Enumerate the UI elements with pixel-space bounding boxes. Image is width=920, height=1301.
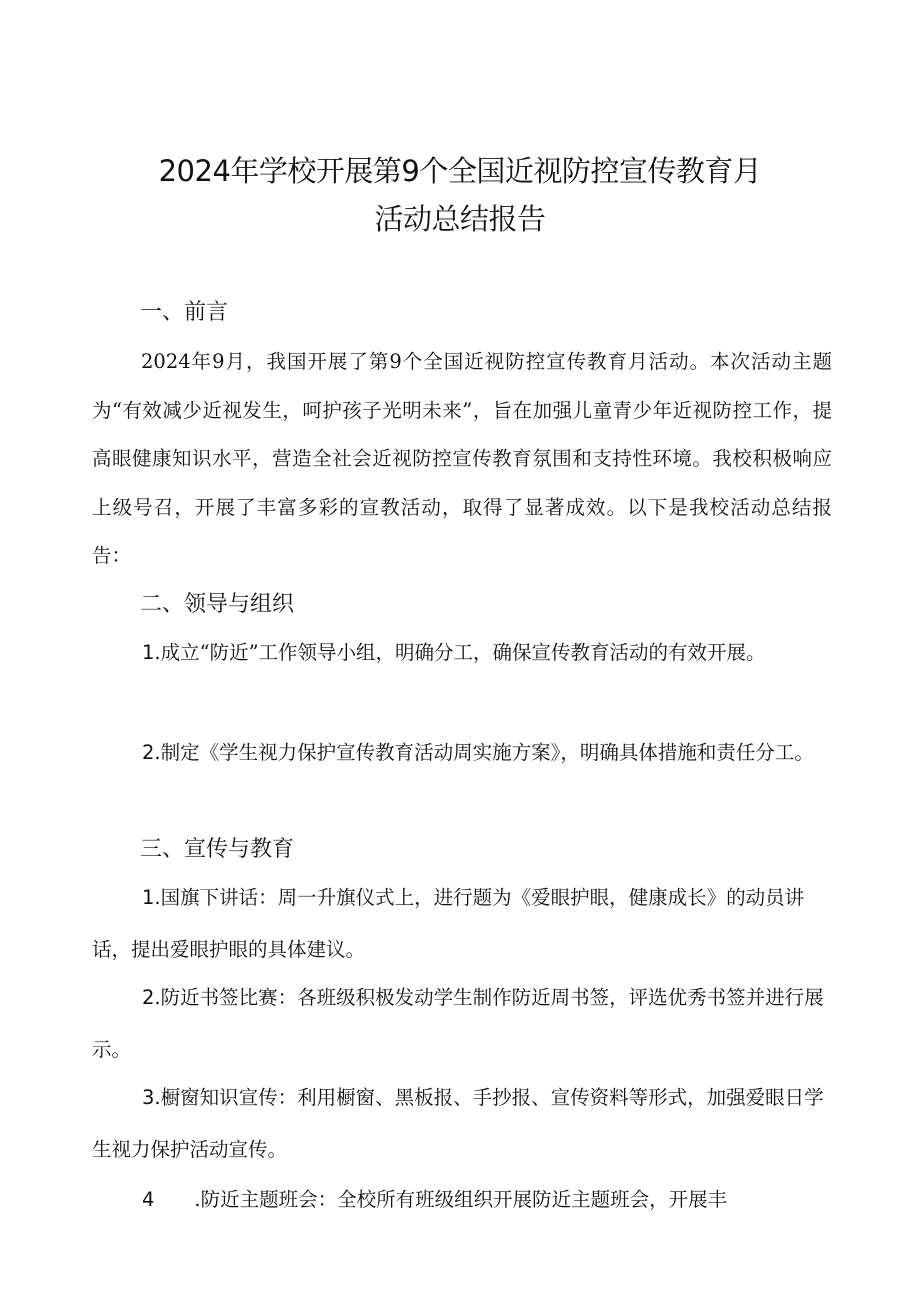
- item-number: 1: [142, 886, 155, 909]
- list-item: [92, 1174, 832, 1226]
- preface-paragraph: [92, 338, 832, 581]
- item-text: .国旗下讲话：周一升旗仪式上，进行题为《爱眼护眼，健康成长》的动员讲话，提出爱眼护眼的具体建议。: [92, 886, 805, 961]
- item-text: .制定《学生视力保护宣传教育活动周实施方案》，明确具体措施和责任分工。: [154, 741, 814, 764]
- list-item: [92, 727, 832, 779]
- document-title-line1: 2024年学校开展第9个全国近视防控宣传教育月: [158, 154, 762, 188]
- item-text: .防近书签比赛：各班级积极发动学生制作防近周书签，评选优秀书签并进行展示。: [92, 986, 824, 1061]
- section-heading-publicity: 三、宣传与教育: [140, 837, 295, 862]
- section-heading-preface: 一、前言: [140, 300, 229, 325]
- item-number: 2: [142, 986, 155, 1009]
- item-text: .橱窗知识宣传：利用橱窗、黑板报、手抄报、宣传资料等形式，加强爱眼日学生视力保护活动宣传。: [92, 1086, 824, 1161]
- list-item: [92, 872, 832, 976]
- item-text: .防近主题班会：全校所有班级组织开展防近主题班会，开展丰: [194, 1188, 728, 1211]
- list-item: [92, 972, 832, 1076]
- section-heading-leadership: 二、领导与组织: [140, 592, 295, 617]
- preface-text: 2024年9月，我国开展了第9个全国近视防控宣传教育月活动。本次活动主题为“有效减少近视发生，呵护孩子光明未来”，旨在加强儿童青少年近视防控工作，提高眼健康知识水平，营造全社会近视防控宣传教育氛围和支持性环境。我校积极响应上级号召，开展了丰富多彩的宣教活动，取得了显著成效。以下是我校活动总结报告：: [92, 350, 832, 567]
- list-item: [92, 1072, 832, 1176]
- document-title-line2: 活动总结报告: [374, 202, 546, 236]
- item-number: 2: [142, 741, 155, 764]
- item-number: 3: [142, 1086, 155, 1109]
- item-number: 4: [142, 1188, 155, 1211]
- item-number: 1: [142, 641, 155, 664]
- list-item: [92, 627, 832, 679]
- item-text: .成立“防近”工作领导小组，明确分工，确保宣传教育活动的有效开展。: [154, 641, 766, 664]
